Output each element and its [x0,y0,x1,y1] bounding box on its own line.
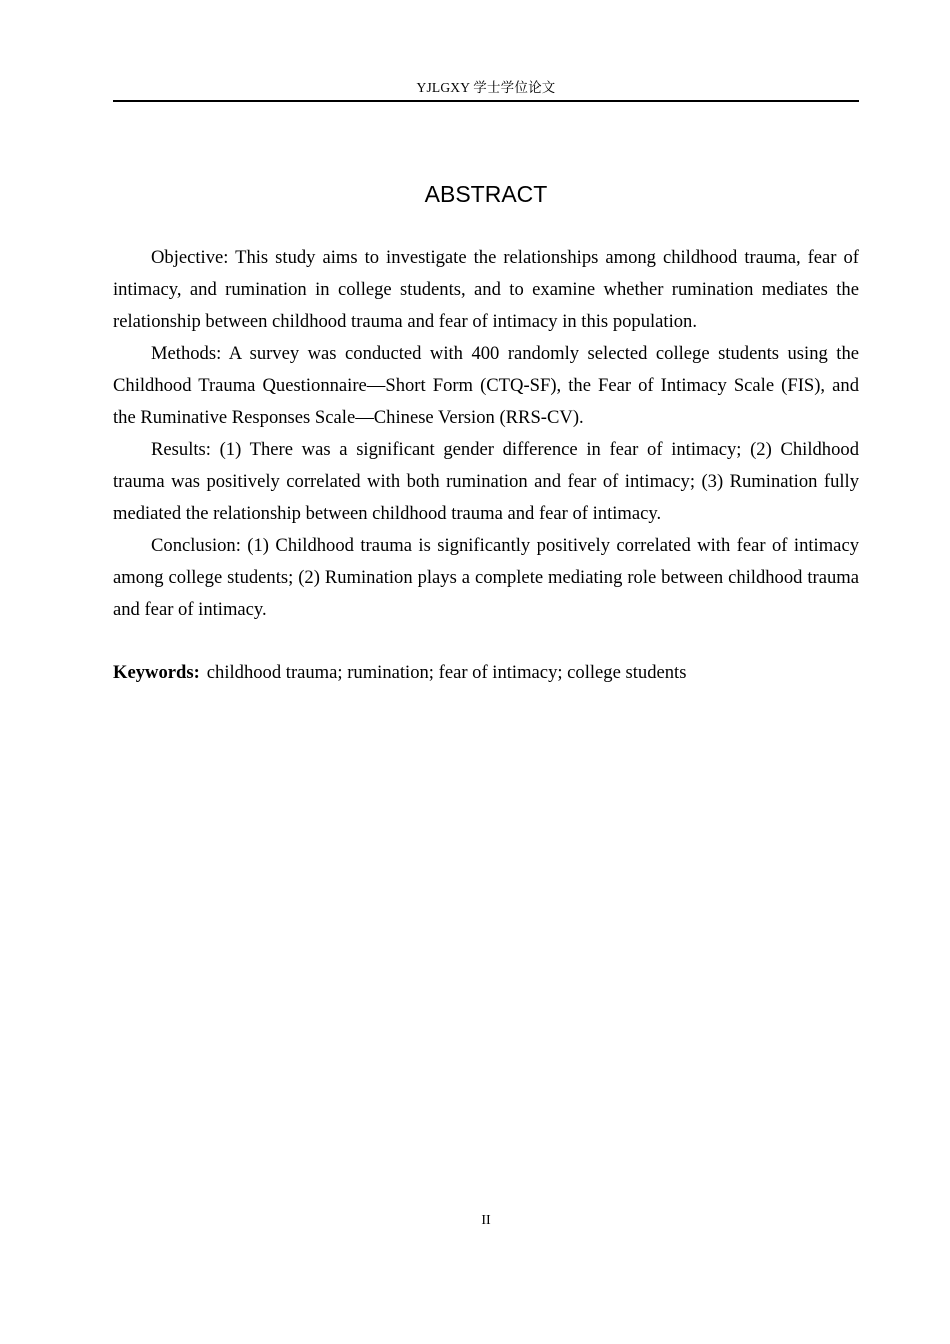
keywords-line [113,657,859,689]
abstract-results-paragraph: Results: (1) There was a significant gender difference in fear of intimacy; (2) Childhood trauma was positively correlated with both rumination and fear of intimacy; (3) Rumination fully mediated the relationship between childhood trauma and fear of intimacy. [113,439,859,524]
running-header: YJLGXY 学士学位论文 [416,80,556,95]
page-number: II [481,1213,491,1228]
header-divider [113,100,859,102]
abstract-body [113,242,859,626]
abstract-methods-paragraph: Methods: A survey was conducted with 400 randomly selected college students using the Childhood Trauma Questionnaire—Short Form (CTQ-SF), the Fear of Intimacy Scale (FIS), and the Ruminative Responses Scale—Chinese Version (RRS-CV). [113,343,859,428]
abstract-objective-paragraph: Objective: This study aims to investigate the relationships among childhood trauma, fear of intimacy, and rumination in college students, and to examine whether rumination mediates the relationship between childhood trauma and fear of intimacy in this population. [113,247,859,332]
keywords-label: Keywords: [113,662,200,683]
abstract-title: ABSTRACT [424,181,548,207]
abstract-conclusion-paragraph: Conclusion: (1) Childhood trauma is significantly positively correlated with fear of intimacy among college students; (2) Rumination plays a complete mediating role between childhood trauma and fear of intimacy. [113,535,859,620]
keywords-text: childhood trauma; rumination; fear of intimacy; college students [206,662,687,683]
